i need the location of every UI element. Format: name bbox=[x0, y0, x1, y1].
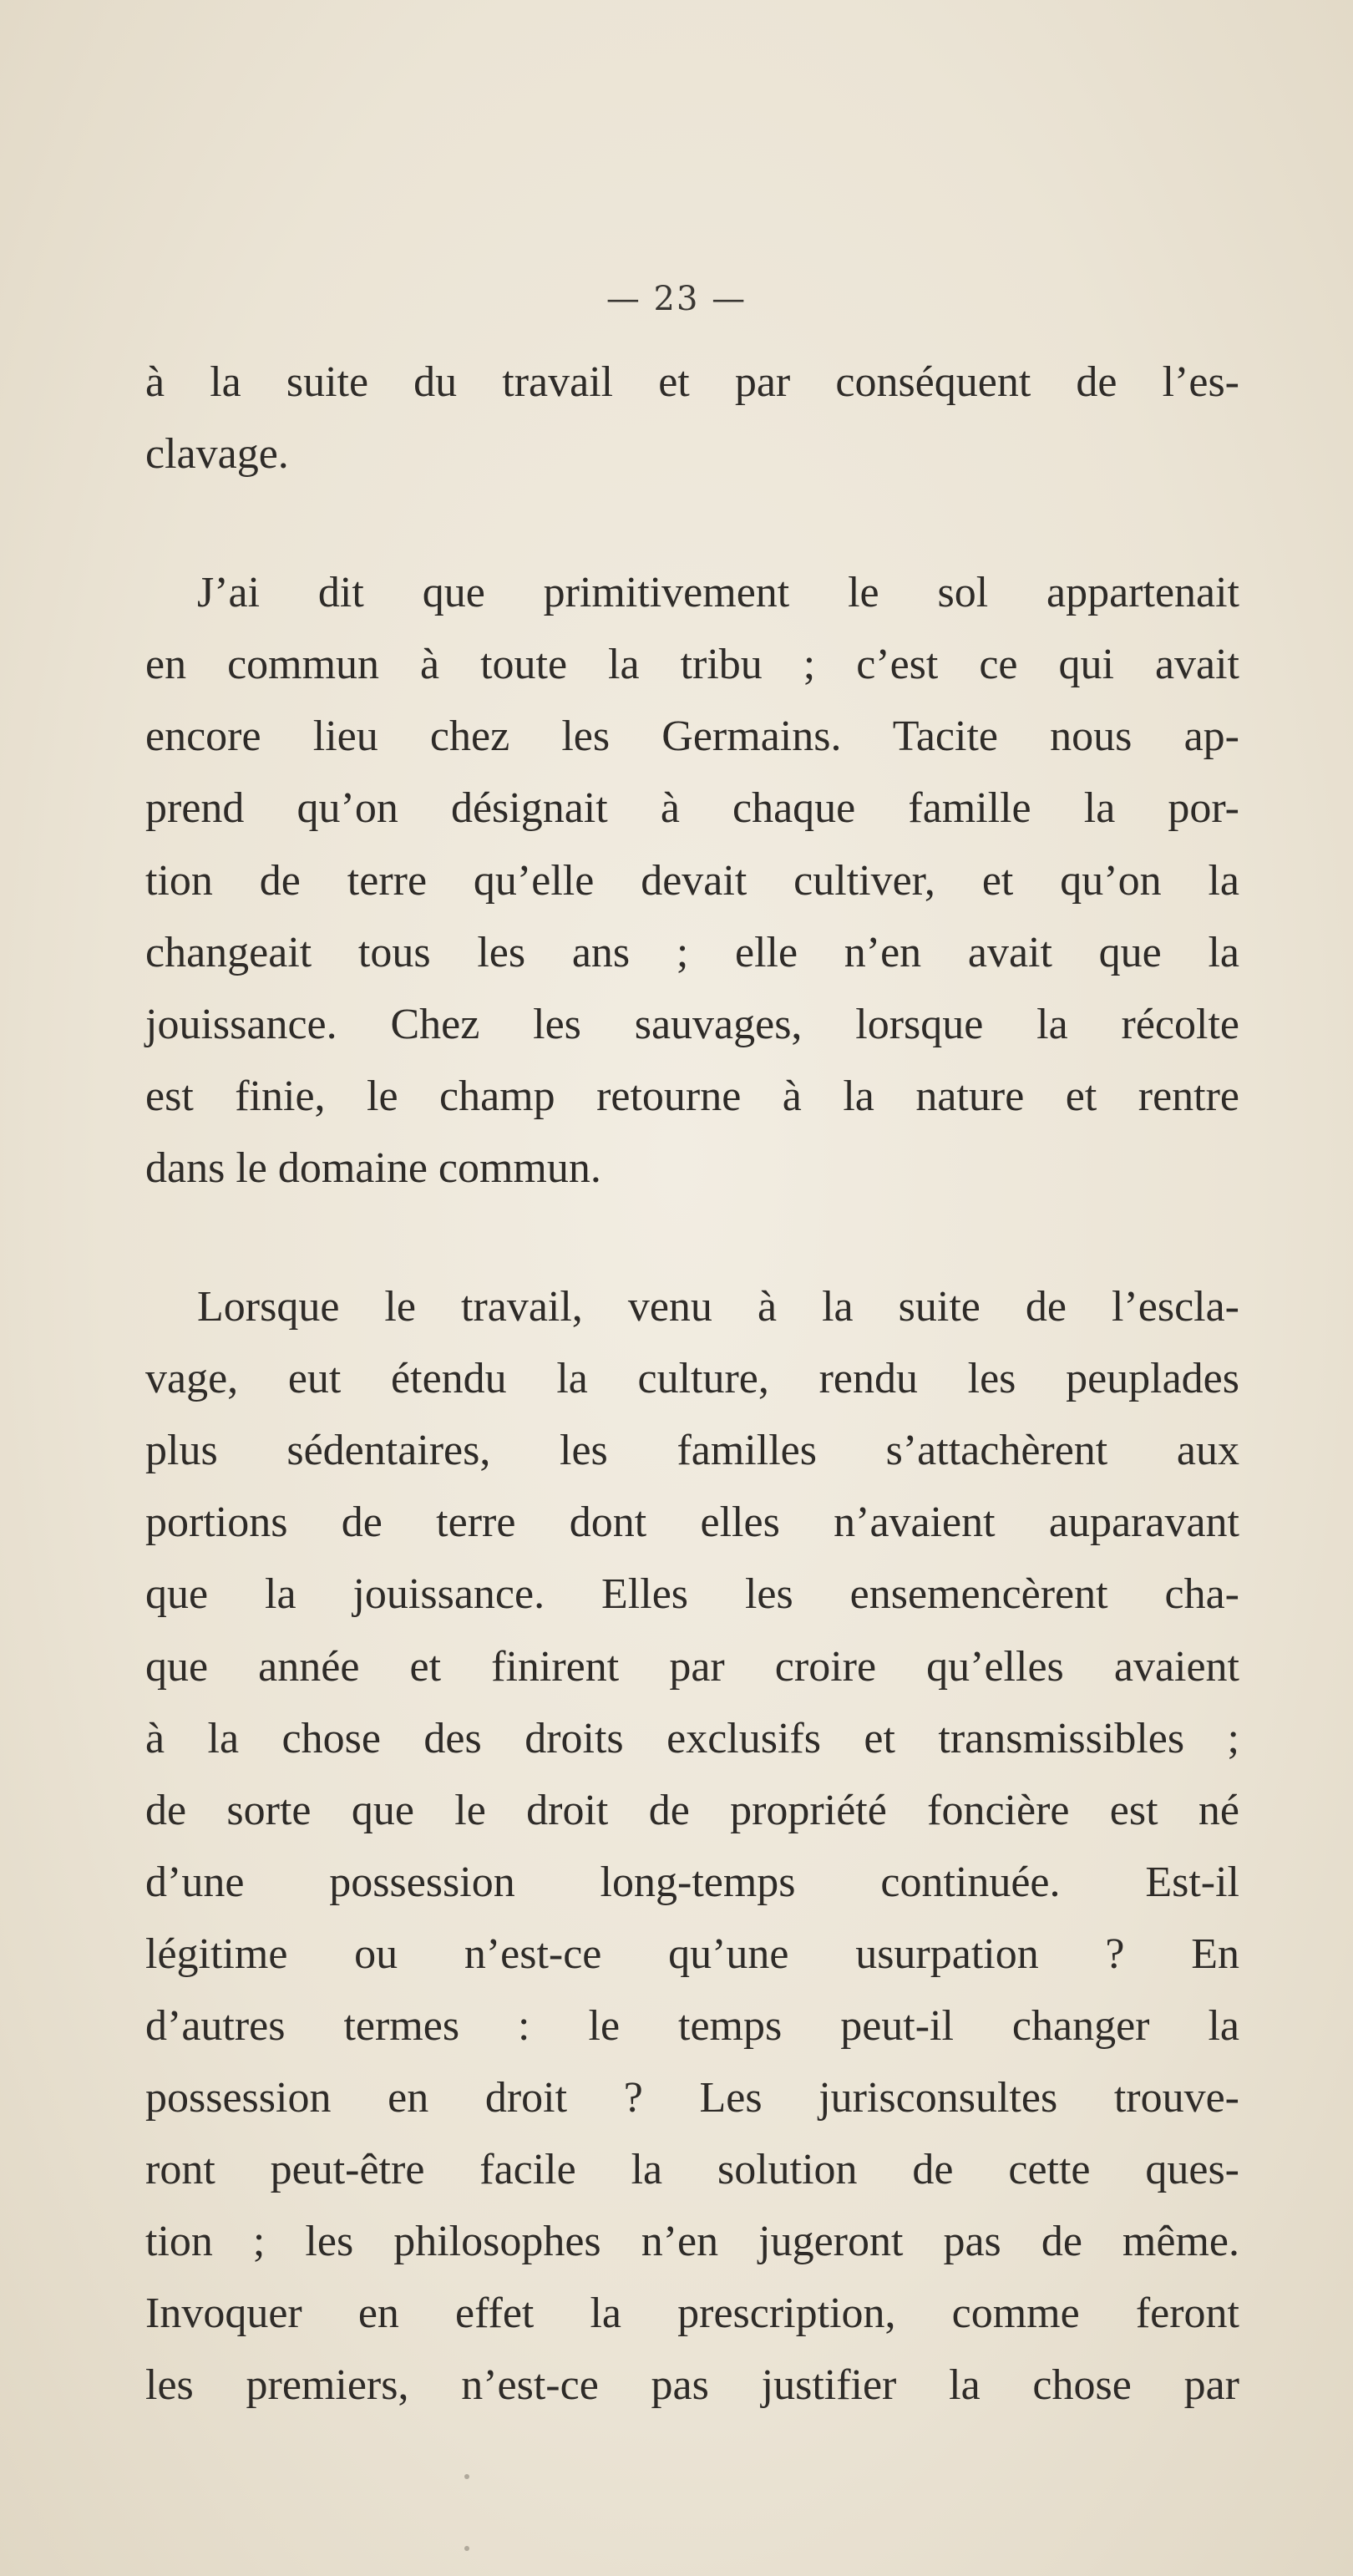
text-line: que la jouissance. Elles les ensemencèrent cha- bbox=[145, 1570, 1239, 1619]
text-line: Invoquer en effet la prescription, comme feront bbox=[145, 2289, 1239, 2338]
body-text bbox=[145, 347, 1239, 2422]
text-line: vage, eut étendu la culture, rendu les peuplades bbox=[145, 1355, 1239, 1403]
text-line: changeait tous les ans ; elle n’en avait que la bbox=[145, 928, 1239, 976]
text-line: J’ai dit que primitivement le sol appartenait bbox=[197, 569, 1239, 617]
text-line: Lorsque le travail, venu à la suite de l’escla- bbox=[197, 1283, 1239, 1331]
text-line: portions de terre dont elles n’avaient auparavant bbox=[145, 1498, 1239, 1547]
text-line: les premiers, n’est-ce pas justifier la chose par bbox=[145, 2361, 1239, 2410]
text-line: que année et finirent par croire qu’elles avaient bbox=[145, 1642, 1239, 1691]
text-line: en commun à toute la tribu ; c’est ce qui avait bbox=[145, 641, 1239, 689]
text-line: d’autres termes : le temps peut-il changer la bbox=[145, 2001, 1239, 2050]
text-line: à la chose des droits exclusifs et transmissibles ; bbox=[145, 1714, 1239, 1762]
paragraph-1 bbox=[145, 347, 1239, 490]
text-line: encore lieu chez les Germains. Tacite nous ap- bbox=[145, 712, 1239, 761]
text-line: ront peut-être facile la solution de cette ques- bbox=[145, 2146, 1239, 2194]
text-line: plus sédentaires, les familles s’attachèrent aux bbox=[145, 1427, 1239, 1475]
text-line: possession en droit ? Les jurisconsultes trouve- bbox=[145, 2074, 1239, 2122]
paragraph-2 bbox=[145, 557, 1239, 1204]
paper-speck bbox=[464, 2474, 469, 2479]
text-line: tion ; les philosophes n’en jugeront pas de même. bbox=[145, 2218, 1239, 2266]
paper-speck bbox=[464, 2546, 469, 2551]
text-line: de sorte que le droit de propriété foncière est né bbox=[145, 1786, 1239, 1834]
text-line: tion de terre qu’elle devait cultiver, et qu’on la bbox=[145, 856, 1239, 905]
text-line: jouissance. Chez les sauvages, lorsque la récolte bbox=[145, 1000, 1239, 1048]
text-line: à la suite du travail et par conséquent de l’es- bbox=[145, 358, 1239, 406]
text-line: clavage. bbox=[145, 430, 289, 479]
paragraph-3 bbox=[145, 1271, 1239, 2422]
text-line: est finie, le champ retourne à la nature et rentre bbox=[145, 1072, 1239, 1120]
page-number: — 23 — bbox=[606, 280, 747, 318]
text-line: dans le domaine commun. bbox=[145, 1143, 601, 1192]
text-line: légitime ou n’est-ce qu’une usurpation ? En bbox=[145, 1929, 1239, 1978]
text-line: d’une possession long-temps continuée. Est-il bbox=[145, 1858, 1239, 1906]
text-line: prend qu’on désignait à chaque famille la por- bbox=[145, 784, 1239, 833]
